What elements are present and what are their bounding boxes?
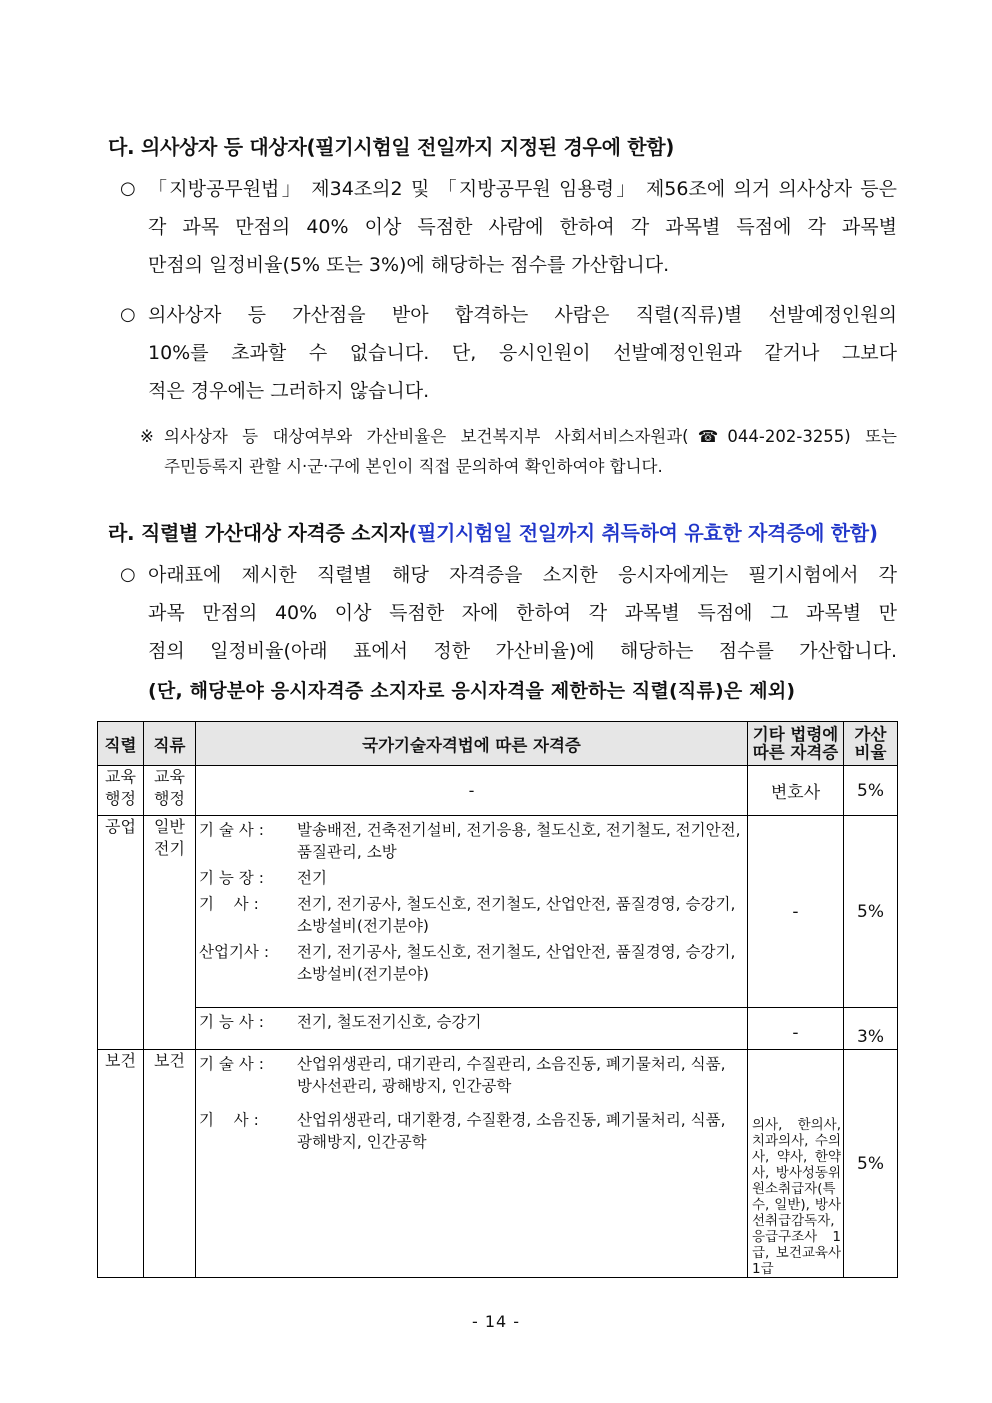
- cell-national: [196, 1008, 748, 1050]
- qualification-value: 전기, 전기공사, 철도신호, 전기철도, 산업안전, 품질경영, 승강기, 소방설비(전기분야): [297, 943, 736, 983]
- header-other-line: 기타 법령에: [752, 724, 839, 744]
- section-ra-exception-note: (단, 해당분야 응시자격증 소지자로 응시자격을 제한하는 직렬(직류)은 제외): [148, 680, 796, 702]
- cell-text: 전기: [154, 839, 185, 858]
- cell-other: -: [748, 1008, 844, 1050]
- cell-series: [98, 766, 144, 816]
- table-row: [98, 1008, 898, 1050]
- qualification-item: [196, 941, 747, 985]
- section-ra-paragraph-1: [120, 556, 897, 670]
- header-other-line: 따른 자격증: [752, 742, 839, 762]
- section-ra-heading-title: 라. 직렬별 가산대상 자격증 소지자: [108, 521, 409, 545]
- qualification-item: [196, 819, 747, 863]
- cell-text: 행정: [105, 789, 136, 808]
- cell-national: [196, 816, 748, 1008]
- section-da-paragraph-1: [120, 170, 897, 284]
- qualification-label: 기 사 :: [199, 1111, 259, 1129]
- qualification-value: 발송배전, 건축전기설비, 전기응용, 철도신호, 전기철도, 전기안전, 품질관리, 소방: [297, 821, 741, 861]
- qualification-label: 기 능 사 :: [199, 1013, 264, 1031]
- other-certificate-list: 의사, 한의사, 치과의사, 수의사, 약사, 한약사, 방사성동위원소취급자(특수, 일반), 방사선취급감독자, 응급구조사 1급, 보건교육사 1급: [752, 1117, 841, 1277]
- page-number: - 14 -: [471, 1312, 521, 1331]
- qualification-label: 기 술 사 :: [199, 1055, 264, 1073]
- header-bonus-rate: [844, 722, 898, 766]
- cell-other: -: [748, 816, 844, 1008]
- qualification-value: 전기, 전기공사, 철도신호, 전기철도, 산업안전, 품질경영, 승강기, 소방설비(전기분야): [297, 895, 736, 935]
- table-row: [98, 766, 898, 816]
- note-line: 주민등록지 관할 시·군·구에 본인이 직접 문의하여 확인하여야 합니다.: [164, 457, 663, 476]
- note-mark: ※: [140, 427, 154, 446]
- qualification-value: 전기, 철도전기신호, 승강기: [297, 1013, 482, 1031]
- bullet-circle: ○: [120, 564, 136, 585]
- header-series: 직렬: [98, 722, 144, 766]
- paragraph-line: 「지방공무원법」 제34조의2 및 「지방공무원 임용령」 제56조에 의거 의사상자 등은: [148, 178, 897, 200]
- qualification-value: 전기: [297, 869, 327, 887]
- qualification-table: [97, 721, 898, 1278]
- cell-text: 교육: [105, 767, 136, 786]
- table-row: [98, 816, 898, 1008]
- cell-rate: 5%: [844, 766, 898, 816]
- cell-national: -: [196, 766, 748, 816]
- header-rate-line: 가산: [854, 724, 887, 744]
- qualification-value: 산업위생관리, 대기관리, 수질관리, 소음진동, 폐기물처리, 식품, 방사선관리, 광해방지, 인간공학: [297, 1055, 726, 1095]
- note-line: 의사상자 등 대상여부와 가산비율은 보건복지부 사회서비스자원과(☎044-202-3255) 또는: [164, 427, 897, 446]
- paragraph-line: 10%를 초과할 수 없습니다. 단, 응시인원이 선발예정인원과 같거나 그보다: [148, 342, 897, 364]
- header-national-certificate: 국가기술자격법에 따른 자격증: [196, 722, 748, 766]
- paragraph-line: 점의 일정비율(아래 표에서 정한 가산비율)에 해당하는 점수를 가산합니다.: [148, 640, 897, 662]
- qualification-value: 산업위생관리, 대기환경, 수질환경, 소음진동, 폐기물처리, 식품, 광해방지, 인간공학: [297, 1111, 726, 1151]
- cell-text: 일반: [154, 817, 185, 836]
- cell-class: [144, 816, 196, 1050]
- cell-series: 보건: [98, 1050, 144, 1278]
- cell-series: 공업: [98, 816, 144, 1050]
- cell-class: [144, 766, 196, 816]
- cell-text: 행정: [154, 789, 185, 808]
- paragraph-line: 과목 만점의 40% 이상 득점한 자에 한하여 각 과목별 득점에 그 과목별 만: [148, 602, 897, 624]
- section-da-heading: 다. 의사상자 등 대상자(필기시험일 전일까지 지정된 경우에 한함): [108, 135, 675, 159]
- table-header-row: [98, 722, 898, 766]
- qualification-item: [196, 1109, 747, 1153]
- cell-rate: 5%: [844, 816, 898, 1008]
- qualification-item: [196, 1053, 747, 1097]
- cell-text: 교육: [154, 767, 185, 786]
- header-class: 직류: [144, 722, 196, 766]
- bullet-circle: ○: [120, 178, 136, 199]
- paragraph-line: 의사상자 등 가산점을 받아 합격하는 사람은 직렬(직류)별 선발예정인원의: [148, 304, 897, 326]
- qualification-label: 기 사 :: [199, 895, 259, 913]
- section-da-paragraph-2: [120, 296, 897, 410]
- qualification-item: [196, 1011, 747, 1033]
- cell-rate: 5%: [844, 1050, 898, 1278]
- section-da-note: [140, 422, 897, 482]
- header-other-certificate: [748, 722, 844, 766]
- qualification-label: 기 술 사 :: [199, 821, 264, 839]
- cell-rate: 3%: [844, 1008, 898, 1050]
- cell-class: 보건: [144, 1050, 196, 1278]
- qualification-label: 산업기사 :: [199, 943, 270, 961]
- paragraph-line: 만점의 일정비율(5% 또는 3%)에 해당하는 점수를 가산합니다.: [148, 254, 670, 276]
- cell-other: 변호사: [748, 766, 844, 816]
- header-rate-line: 비율: [854, 742, 887, 762]
- qualification-item: [196, 867, 747, 889]
- paragraph-line: 아래표에 제시한 직렬별 해당 자격증을 소지한 응시자에게는 필기시험에서 각: [148, 564, 897, 586]
- cell-national: [196, 1050, 748, 1278]
- table-row: [98, 1050, 898, 1278]
- paragraph-line: 적은 경우에는 그러하지 않습니다.: [148, 380, 430, 402]
- section-ra-heading-condition: (필기시험일 전일까지 취득하여 유효한 자격증에 한함): [408, 521, 878, 545]
- paragraph-line: 각 과목 만점의 40% 이상 득점한 사람에 한하여 각 과목별 득점에 각 과목별: [148, 216, 897, 238]
- cell-other: [748, 1050, 844, 1278]
- section-ra-heading: [108, 517, 878, 546]
- qualification-item: [196, 893, 747, 937]
- qualification-label: 기 능 장 :: [199, 869, 264, 887]
- bullet-circle: ○: [120, 304, 136, 325]
